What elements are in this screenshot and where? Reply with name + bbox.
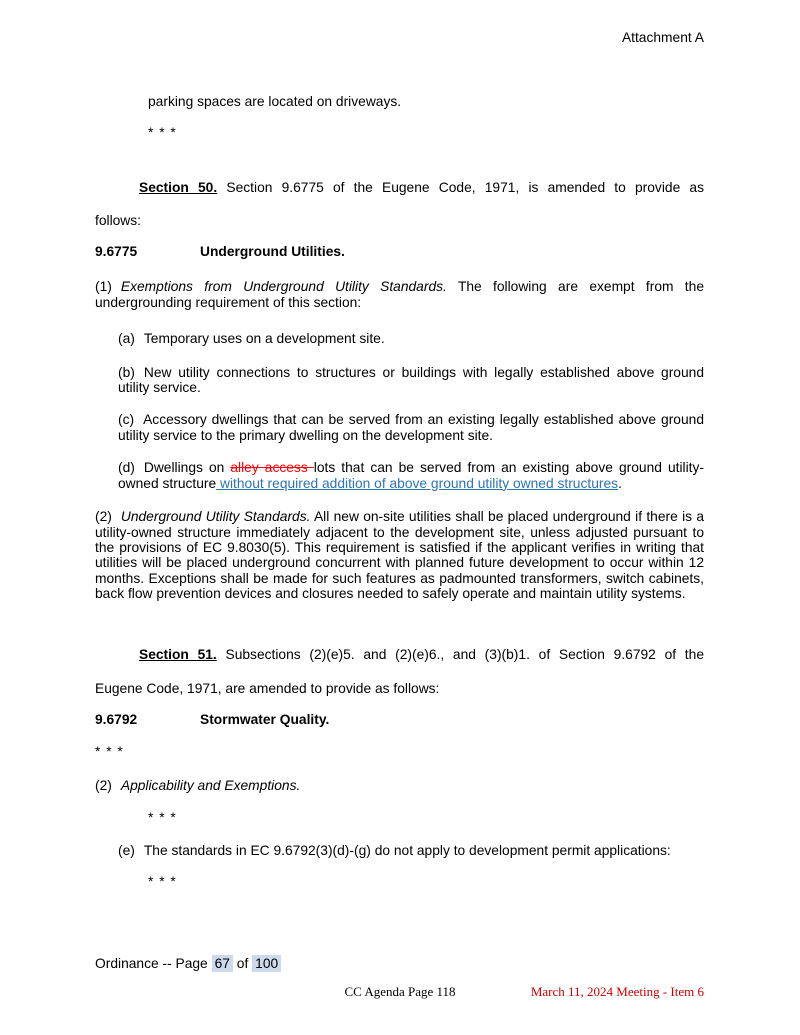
subitem-a-number: (a) xyxy=(118,331,135,347)
code-title-stormwater-quality: Stormwater Quality. xyxy=(200,712,330,728)
paragraph-2-italic-title: Underground Utility Standards. xyxy=(120,509,311,525)
paragraph-1-text: The following are exempt from the undergrounding requirement of this section: xyxy=(95,279,704,310)
subitem-c xyxy=(118,412,704,443)
deleted-text-alley-access: alley access xyxy=(230,460,314,476)
attachment-label: Attachment A xyxy=(621,30,704,45)
paragraph-1-exemptions xyxy=(95,279,704,310)
subitem-d-text-post: . xyxy=(618,475,622,491)
subitem-b-number: (b) xyxy=(118,364,135,380)
code-heading-9-6792 xyxy=(95,712,704,727)
ordinance-of-label: of xyxy=(236,956,249,971)
cc-agenda-page-label: CC Agenda Page 118 xyxy=(344,984,456,999)
ordinance-page-prefix: Ordinance -- Page xyxy=(95,956,208,971)
asterisk-separator-1: * * * xyxy=(148,124,177,140)
section-51-text: Subsections (2)(e)5. and (2)(e)6., and (3)(b)1. of Section 9.6792 of the xyxy=(225,646,704,662)
subitem-e-text: The standards in EC 9.6792(3)(d)-(g) do not apply to development permit applications: xyxy=(143,842,671,858)
subitem-d-text-pre: Dwellings on xyxy=(143,460,225,476)
asterisk-separator-3: * * * xyxy=(148,809,177,825)
page-number-total-field[interactable]: 100 xyxy=(252,955,281,972)
paragraph-applicability xyxy=(95,778,704,793)
subitem-d-text-mid: lots that can be served from an existing above ground utility-owned structure xyxy=(118,460,704,491)
subitem-b xyxy=(118,365,704,396)
paragraph-2-number: (2) xyxy=(95,509,112,525)
paragraph-2-standards xyxy=(95,509,704,601)
paragraph-applicability-italic: Applicability and Exemptions. xyxy=(120,778,301,794)
section-51-continuation-line: Eugene Code, 1971, are amended to provide as follows: xyxy=(95,680,440,696)
subitem-a xyxy=(118,331,704,346)
subitem-d xyxy=(118,460,704,491)
code-heading-9-6775 xyxy=(95,244,704,259)
subitem-e xyxy=(118,843,704,858)
bottom-footer xyxy=(0,984,800,999)
section-50-text: Section 9.6775 of the Eugene Code, 1971, is amended to provide as xyxy=(226,180,704,196)
code-number-9-6792: 9.6792 xyxy=(95,712,138,728)
section-51-opening-line xyxy=(95,647,704,662)
paragraph-1-number: (1) xyxy=(95,279,112,295)
code-title-underground-utilities: Underground Utilities. xyxy=(200,244,345,260)
parking-spaces-line: parking spaces are located on driveways. xyxy=(148,94,402,110)
code-number-9-6775: 9.6775 xyxy=(95,244,138,260)
paragraph-applicability-number: (2) xyxy=(95,778,112,794)
meeting-item-label: March 11, 2024 Meeting - Item 6 xyxy=(530,984,704,999)
subitem-c-number: (c) xyxy=(118,412,135,428)
subitem-d-number: (d) xyxy=(118,460,135,476)
asterisk-separator-2: * * * xyxy=(95,743,124,759)
subitem-e-number: (e) xyxy=(118,842,135,858)
paragraph-2-text: All new on-site utilities shall be placed underground if there is a utility-owned structure immediately adjacent to the development site, unless adjusted pursuant to the provisions of EC 9.8030(5). This requirement is satisfied if the applicant verifies in writing that utilities will be placed underground concurrent with planned future development to occur within 12 months. Exceptions shall be made for such features as padmounted transformers, switch cabinets, back flow prevention devices and closures needed to safely operate and maintain utility systems. xyxy=(95,509,704,602)
inserted-text-underline: without required addition of above ground utility owned structures xyxy=(216,475,619,491)
section-51-label: Section 51. xyxy=(139,646,217,662)
ordinance-page-footer xyxy=(95,956,281,971)
page-number-current-field[interactable]: 67 xyxy=(212,955,233,972)
subitem-c-text: Accessory dwellings that can be served from an existing legally established above ground utility service to the primary dwelling on the development site. xyxy=(118,412,704,443)
section-50-follows-line: follows: xyxy=(95,212,142,228)
section-50-label: Section 50. xyxy=(139,180,218,196)
paragraph-1-italic-title: Exemptions from Underground Utility Standards. xyxy=(120,279,447,295)
asterisk-separator-4: * * * xyxy=(148,874,177,890)
subitem-a-text: Temporary uses on a development site. xyxy=(143,331,385,347)
section-50-opening-line xyxy=(95,180,704,195)
subitem-b-text: New utility connections to structures or buildings with legally established above ground utility service. xyxy=(118,364,704,396)
